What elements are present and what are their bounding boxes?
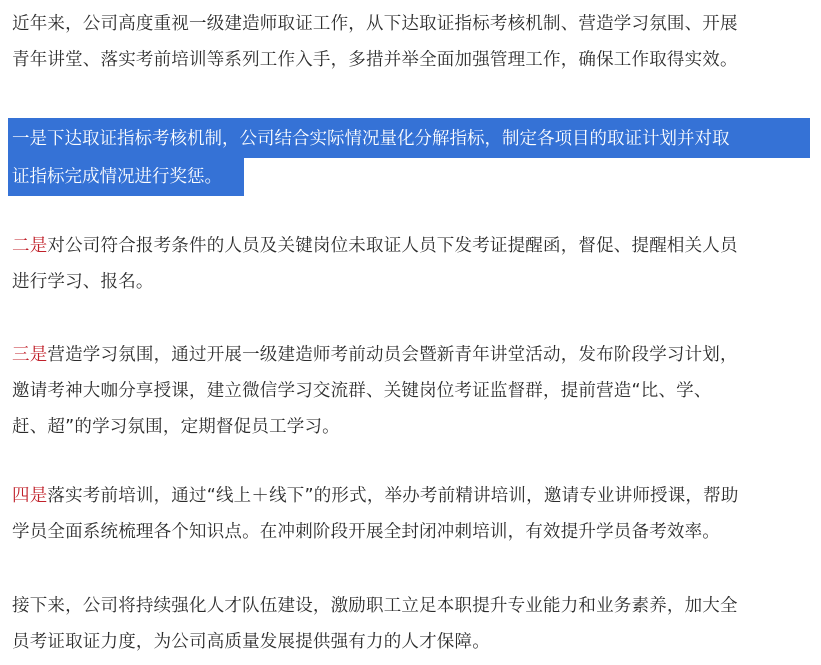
paragraph-2	[12, 228, 812, 300]
p4-lead-number: 四是	[12, 486, 48, 506]
p2-line-2: 进行学习、报名。	[12, 272, 154, 292]
p4-line-2: 学员全面系统梳理各个知识点。在冲刺阶段开展全封闭冲刺培训，有效提升学员备考效率。	[12, 522, 720, 542]
outro-paragraph	[12, 588, 812, 660]
p3-line-2: 邀请考神大咖分享授课，建立微信学习交流群、关键岗位考证监督群，提前营造“比、学、	[12, 381, 712, 401]
paragraph-4	[12, 478, 812, 550]
intro-line-2: 青年讲堂、落实考前培训等系列工作入手，多措并举全面加强管理工作，确保工作取得实效。	[12, 50, 738, 70]
p2-line-1	[12, 228, 812, 264]
paragraph-1-text	[12, 120, 812, 196]
intro-line-1: 近年来，公司高度重视一级建造师取证工作，从下达取证指标考核机制、营造学习氛围、开展	[12, 14, 738, 34]
p1-line-1: 一是下达取证指标考核机制，公司结合实际情况量化分解指标，制定各项目的取证计划并对取	[12, 129, 730, 149]
p3-line-1-text: 营造学习氛围，通过开展一级建造师考前动员会暨新青年讲堂活动，发布阶段学习计划，	[47, 345, 738, 365]
paragraph-3	[12, 337, 812, 445]
outro-line-1: 接下来，公司将持续强化人才队伍建设，激励职工立足本职提升专业能力和业务素养，加大全	[12, 596, 738, 616]
intro-paragraph	[12, 6, 812, 78]
p2-line-1-text: 对公司符合报考条件的人员及关键岗位未取证人员下发考证提醒函，督促、提醒相关人员	[47, 236, 738, 256]
p3-lead-number: 三是	[12, 345, 48, 365]
p3-line-1	[12, 337, 812, 373]
selected-paragraph-1[interactable]	[12, 118, 812, 198]
p1-line-2: 证指标完成情况进行奖惩。	[12, 167, 222, 187]
p4-line-1	[12, 478, 812, 514]
p2-lead-number: 二是	[12, 236, 48, 256]
p4-line-1-text: 落实考前培训，通过“线上＋线下”的形式，举办考前精讲培训，邀请专业讲师授课，帮助	[47, 486, 739, 506]
p3-line-3: 赶、超”的学习氛围，定期督促员工学习。	[12, 417, 340, 437]
outro-line-2: 员考证取证力度，为公司高质量发展提供强有力的人才保障。	[12, 632, 490, 652]
